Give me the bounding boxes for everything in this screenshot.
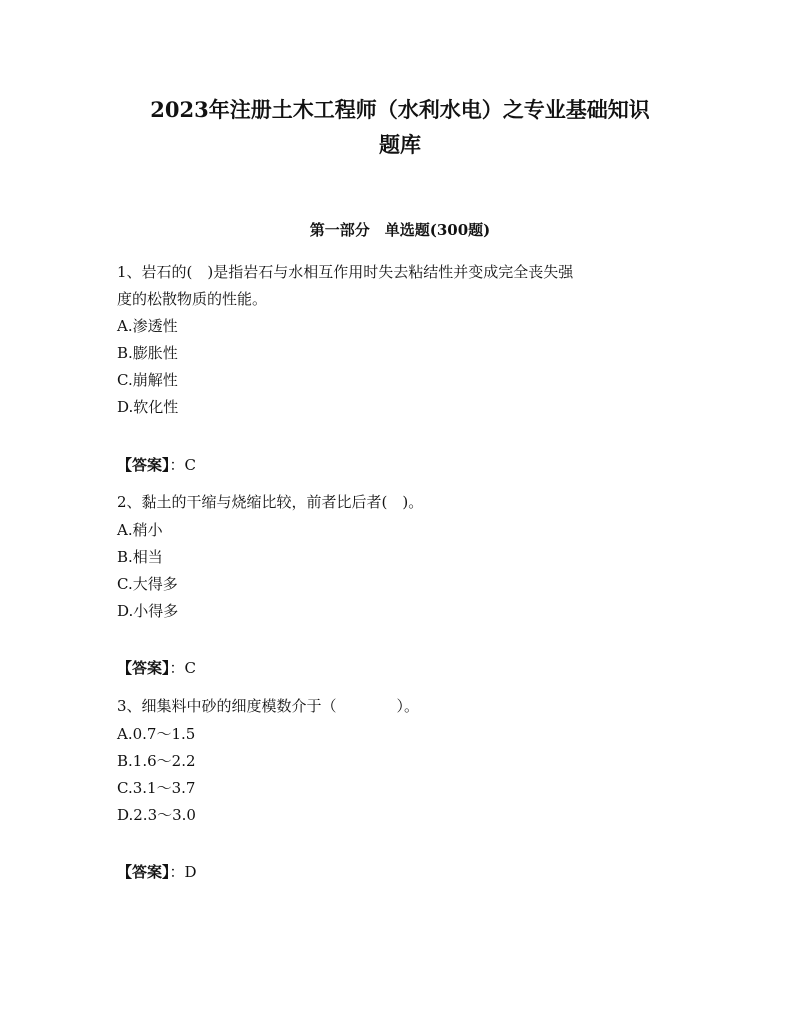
question-2-option-c: C.大得多	[117, 575, 178, 593]
question-3-option-a: A.0.7～1.5	[117, 725, 196, 743]
question-1-option-d: D.软化性	[117, 398, 179, 416]
question-3-option-d: D.2.3～3.0	[117, 806, 196, 824]
question-1-option-a: A.渗透性	[117, 317, 178, 335]
question-3-answer	[117, 861, 197, 882]
question-1-stem-line-2: 度的松散物质的性能。	[117, 290, 268, 308]
question-2-stem-line-1: 2、黏土的干缩与烧缩比较，前者比后者( )。	[117, 493, 424, 511]
question-2-answer	[117, 657, 196, 678]
question-2-option-a: A.稍小	[117, 521, 163, 539]
section-heading: 第一部分 单选题(300题)	[309, 221, 491, 239]
question-1-option-c: C.崩解性	[117, 371, 178, 389]
answer-value: ：C	[169, 456, 196, 474]
answer-label: 【答案】	[117, 456, 170, 474]
question-1-option-b: B.膨胀性	[117, 344, 178, 362]
answer-value: ：D	[169, 863, 197, 881]
answer-label: 【答案】	[117, 863, 170, 881]
answer-value: ：C	[169, 659, 196, 677]
question-3-stem-line-1: 3、细集料中砂的细度模数介于（ ）。	[117, 697, 420, 715]
question-2-option-d: D.小得多	[117, 602, 179, 620]
question-2-option-b: B.相当	[117, 548, 163, 566]
question-3-option-c: C.3.1～3.7	[117, 779, 196, 797]
document-title-line-1: 2023年注册土木工程师（水利水电）之专业基础知识	[150, 97, 650, 122]
question-1-answer	[117, 454, 196, 475]
question-1-stem-line-1: 1、岩石的( )是指岩石与水相互作用时失去粘结性并变成完全丧失强	[117, 263, 574, 281]
question-3-option-b: B.1.6～2.2	[117, 752, 196, 770]
document-title-line-2: 题库	[379, 132, 421, 157]
answer-label: 【答案】	[117, 659, 170, 677]
